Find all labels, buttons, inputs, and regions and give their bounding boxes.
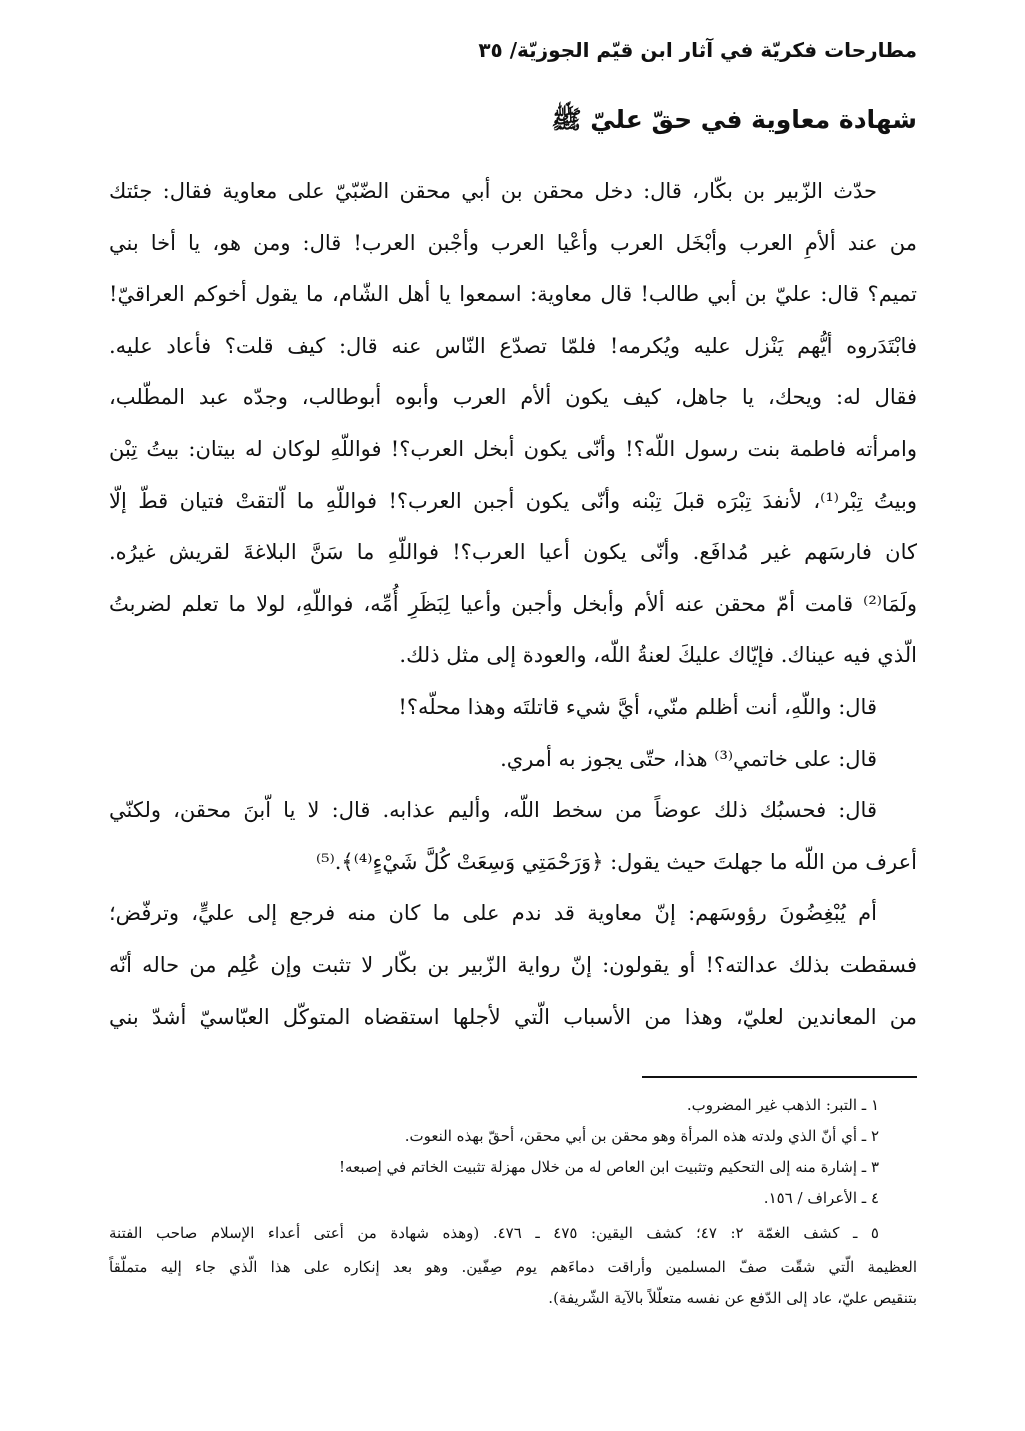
body-line: ولَمَا⁽²⁾ قامت أمّ محقن عنه ألأم وأبخل وأجبن وأعيا لِبَظَرِ أُمِّه، فواللّهِ، لولا ما تعلم لضربتُ <box>109 591 917 616</box>
footnote-5-continued: بتنقيص عليّ، عاد إلى الدّفع عن نفسه متعلّلاً بالآية الشّريفة). <box>548 1289 917 1307</box>
running-head: مطارحات فكريّة في آثار ابن قيّم الجوزيّة/ ٣٥ <box>478 38 917 62</box>
body-line: من عند ألأمِ العرب وأبْخَل العرب وأعْيا العرب وأجْبن العرب! قال: ومن هو، يا أخا بني <box>109 230 917 255</box>
body-line: وبيتُ تِبْر⁽¹⁾، لأنفدَ تِبْرَه قبلَ تِبْنه وأنّى يكون أجبن العرب؟! فواللّهِ ما اّلتقتْ فتيان قطّ إلّا <box>109 488 917 513</box>
footnote-5: ٥ ـ كشف الغمّة ٢: ٤٧؛ كشف اليقين: ٤٧٥ ـ ٤٧٦. (وهذه شهادة من أعتى أعداء الإسلام صاحب الفتنة <box>109 1224 879 1242</box>
body-line: وامرأته فاطمة بنت رسول اللّه؟! وأنّى يكون أبخل العرب؟! فواللّهِ لوكان له بيتان: بيتُ تِبْن <box>109 436 917 461</box>
body-line: فابْتَدَروه أيُّهم يَنْزل عليه ويُكرمه! فلمّا تصدّع النّاس عنه قال: كيف قلت؟ فأعاد عليه. <box>109 333 917 358</box>
section-title: شهادة معاوية في حقّ عليّ ﷺ <box>551 105 917 134</box>
body-line: أعرف من اللّه ما جهلتَ حيث يقول: ﴿وَرَحْمَتِي وَسِعَتْ كُلَّ شَيْءٍ⁽⁴⁾﴾.⁽⁵⁾ <box>315 849 917 874</box>
body-line: حدّث الزّبير بن بكّار، قال: دخل محقن بن أبي محقن الضّبّيّ على معاوية فقال: جئتك <box>109 179 877 203</box>
body-line: أم يُبْغِضُونَ رؤوسَهم: إنّ معاوية قد ندم على ما كان منه فرجع إلى عليٍّ، وترفّض؛ <box>109 901 877 926</box>
footnote-4: ٤ ـ الأعراف / ١٥٦. <box>763 1189 879 1207</box>
body-line: فسقطت بذلك عدالته؟! أو يقولون: إنّ رواية الزّبير بن بكّار لا تثبت وإن عُلِم من حاله أنّه <box>109 952 917 977</box>
body-line: قال: فحسبُك ذلك عوضاً من سخط اللّه، وأليم عذابه. قال: لا يا اّبنَ محقن، ولكنّي <box>109 798 877 823</box>
body-line: قال: على خاتمي⁽³⁾ هذا، حتّى يجوز به أمري. <box>500 746 877 771</box>
body-line: الّذي فيه عيناك. فإيّاك عليكَ لعنةُ اللّه، والعودة إلى مثل ذلك. <box>399 643 917 668</box>
body-line: كان فارسَهم غير مُدافَع. وأنّى يكون أعيا العرب؟! فواللّهِ ما سَنَّ البلاغةَ لقريش غيرُه. <box>109 540 917 565</box>
body-line: تميم؟ قال: عليّ بن أبي طالب! قال معاوية: اسمعوا يا أهل الشّام، ما يقول أخوكم العراقيّ! <box>109 282 917 307</box>
footnote-1: ١ ـ التبر: الذهب غير المضروب. <box>686 1096 879 1114</box>
footnote-5-continued: العظيمة الّتي شقّت صفّ المسلمين وأراقت دماءَهم يوم صِفّين. وهو بعد إنكاره على هذا الّذي جاء إليه متملّقاً <box>109 1258 917 1276</box>
footnotes <box>109 1090 917 1314</box>
footnote-3: ٣ ـ إشارة منه إلى التحكيم وتثبيت ابن العاص له من خلال مهزلة تثبيت الخاتم في إصبعه! <box>339 1158 879 1176</box>
footnote-separator <box>642 1076 917 1078</box>
body-line: من المعاندين لعليّ، وهذا من الأسباب الّتي لأجلها استقضاه المتوكّل العبّاسيّ أشدّ بني <box>109 1004 917 1029</box>
body-text <box>109 166 917 1043</box>
body-line: قال: واللّهِ، أنت أظلم منّي، أيَّ شيء قاتلتَه وهذا محلّه؟! <box>398 694 877 719</box>
footnote-2: ٢ ـ أي أنّ الذي ولدته هذه المرأة وهو محقن بن أبي محقن، أحقّ بهذه النعوت. <box>404 1127 879 1145</box>
body-line: فقال له: ويحك، يا جاهل، كيف يكون ألأم العرب وأبوه أبوطالب، وجدّه عبد المطّلب، <box>109 385 917 410</box>
